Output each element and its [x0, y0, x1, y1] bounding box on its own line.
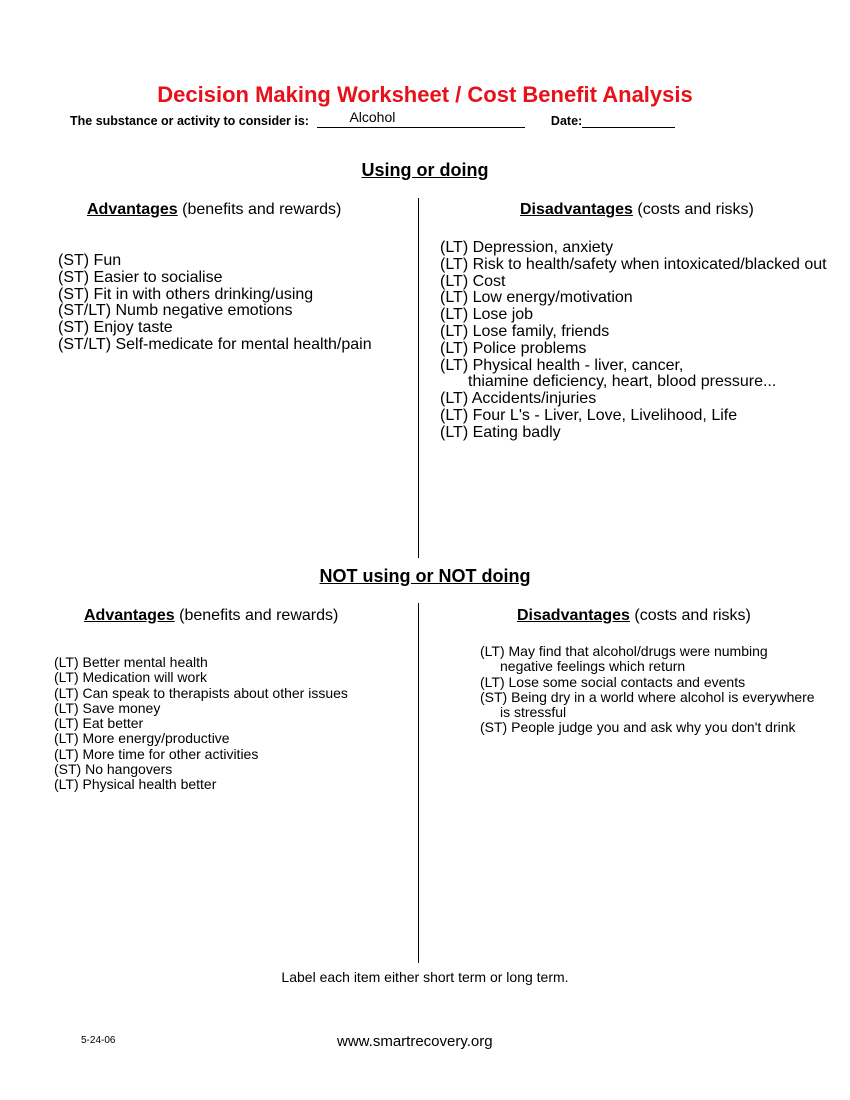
date-field[interactable] — [582, 113, 675, 128]
using-advantages-heading — [87, 201, 341, 219]
list-item: (ST) People judge you and ask why you don't drink — [480, 719, 796, 736]
list-item: (LT) Better mental health — [54, 654, 208, 670]
list-item: (LT) Physical health - liver, cancer, — [440, 356, 684, 374]
using-disadvantages-heading — [520, 201, 754, 219]
worksheet-title: Decision Making Worksheet / Cost Benefit Analysis — [157, 82, 693, 107]
not-using-advantages-sublabel: (benefits and rewards) — [174, 607, 339, 624]
not-using-disadvantages-label: Disadvantages — [517, 607, 630, 624]
list-item: (LT) Risk to health/safety when intoxicated/blacked out — [440, 255, 827, 273]
list-item: (LT) More energy/productive — [54, 730, 230, 747]
section-not-using-heading: NOT using or NOT doing — [319, 566, 531, 586]
footer-date: 5-24-06 — [81, 1035, 116, 1046]
subject-value: Alcohol — [349, 109, 396, 125]
list-item: (LT) Medication will work — [54, 669, 207, 686]
section-using-heading: Using or doing — [361, 160, 489, 180]
not-using-disadvantages-sublabel: (costs and risks) — [629, 607, 751, 624]
list-item: (ST/LT) Self-medicate for mental health/pain — [58, 335, 372, 353]
not-using-disadvantages-heading — [517, 607, 751, 625]
list-item: (LT) May find that alcohol/drugs were numbing — [480, 643, 768, 659]
list-item: (LT) Low energy/motivation — [440, 289, 633, 307]
not-using-advantages-label: Advantages — [84, 607, 175, 624]
not-using-disadvantages-list — [480, 644, 815, 736]
using-advantages-label: Advantages — [87, 201, 178, 218]
list-item: (LT) Four L's - Liver, Love, Livelihood, Life — [440, 406, 738, 424]
list-item: (ST) Being dry in a world where alcohol is everywhere — [480, 688, 815, 705]
column-divider-bottom — [418, 603, 419, 963]
list-item-continuation: negative feelings which return — [500, 658, 686, 675]
using-disadvantages-label: Disadvantages — [520, 201, 633, 218]
list-item: (LT) Eat better — [54, 715, 144, 732]
subject-field[interactable] — [317, 109, 525, 128]
list-item: (LT) Police problems — [440, 339, 587, 357]
list-item: (LT) Depression, anxiety — [440, 239, 614, 256]
list-item: (LT) Save money — [54, 699, 161, 716]
list-item: (LT) Lose some social contacts and events — [480, 673, 746, 690]
list-item: (LT) Physical health better — [54, 776, 217, 793]
list-item: (ST/LT) Numb negative emotions — [58, 302, 293, 320]
list-item: (LT) Accidents/injuries — [440, 390, 597, 408]
column-divider-top — [418, 198, 419, 558]
subject-label: The substance or activity to consider is: — [70, 114, 309, 128]
list-item: (ST) Fit in with others drinking/using — [58, 285, 314, 303]
instruction-note: Label each item either short term or long term. — [281, 969, 569, 985]
list-item: (LT) Cost — [440, 272, 506, 290]
not-using-advantages-list — [54, 655, 348, 793]
list-item: (ST) Enjoy taste — [58, 319, 173, 337]
not-using-advantages-heading — [84, 607, 338, 625]
list-item-continuation: thiamine deficiency, heart, blood pressure... — [468, 373, 777, 391]
list-item: (LT) Can speak to therapists about other issues — [54, 684, 348, 701]
date-label: Date: — [550, 114, 583, 128]
list-item: (LT) More time for other activities — [54, 745, 259, 762]
list-item: (LT) Lose job — [440, 306, 534, 324]
using-advantages-sublabel: (benefits and rewards) — [177, 201, 342, 218]
using-disadvantages-sublabel: (costs and risks) — [632, 201, 754, 218]
footer-url[interactable]: www.smartrecovery.org — [337, 1033, 493, 1050]
using-advantages-list — [58, 253, 372, 354]
list-item: (ST) No hangovers — [54, 761, 173, 778]
list-item: (ST) Fun — [58, 252, 122, 269]
subject-line — [70, 109, 675, 128]
list-item: (ST) Easier to socialise — [58, 268, 223, 286]
list-item: (LT) Lose family, friends — [440, 322, 610, 340]
list-item: (LT) Eating badly — [440, 423, 561, 441]
using-disadvantages-list — [440, 240, 827, 442]
list-item-continuation: is stressful — [500, 704, 567, 721]
